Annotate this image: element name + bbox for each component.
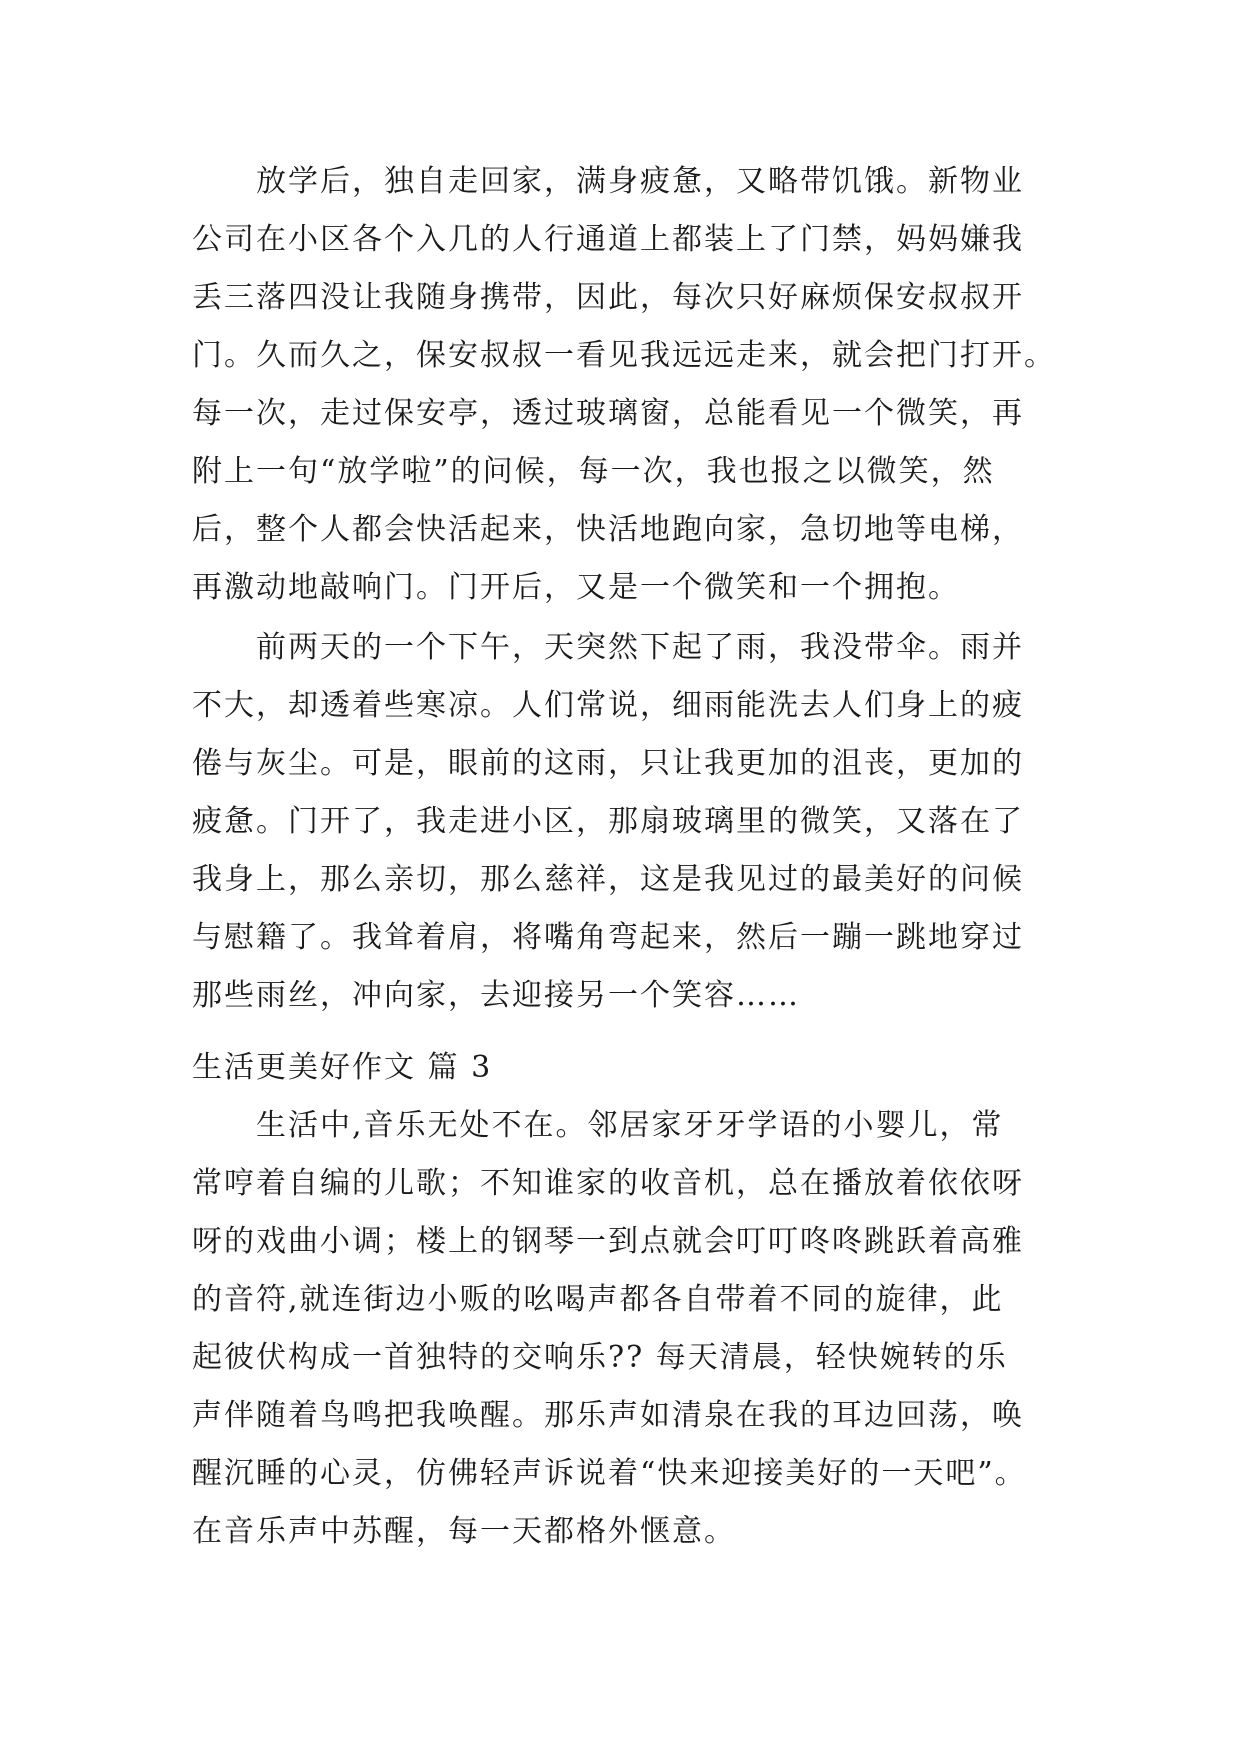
paragraph-line: 丢三落四没让我随身携带，因此，每次只好麻烦保安叔叔开 [192,280,1024,315]
paragraph-line: 放学后，独自走回家，满身疲惫，又略带饥饿。新物业 [256,164,1024,199]
paragraph-line: 与慰籍了。我耸着肩，将嘴角弯起来，然后一蹦一跳地穿过 [192,920,1024,955]
paragraph-line: 我身上，那么亲切，那么慈祥，这是我见过的最美好的问候 [192,862,1024,897]
paragraph-line: 前两天的一个下午，天突然下起了雨，我没带伞。雨并 [256,630,1024,665]
paragraph-line: 起彼伏构成一首独特的交响乐?? 每天清晨，轻快婉转的乐 [192,1340,1008,1375]
paragraph-2 [192,619,1052,1025]
paragraph-line: 呀的戏曲小调；楼上的钢琴一到点就会叮叮咚咚跳跃着高雅 [192,1224,1024,1259]
paragraph-line: 那些雨丝，冲向家，去迎接另一个笑容…… [192,978,800,1013]
paragraph-line: 每一次，走过保安亭，透过玻璃窗，总能看见一个微笑，再 [192,396,1024,431]
paragraph-line: 的音符,就连街边小贩的吆喝声都各自带着不同的旋律，此 [192,1282,1004,1317]
paragraph-line: 倦与灰尘。可是，眼前的这雨，只让我更加的沮丧，更加的 [192,746,1024,781]
paragraph-3 [192,1097,1052,1561]
paragraph-line: 公司在小区各个入几的人行通道上都装上了门禁，妈妈嫌我 [192,222,1024,257]
paragraph-line: 后，整个人都会快活起来，快活地跑向家，急切地等电梯， [192,512,1024,547]
paragraph-line: 不大，却透着些寒凉。人们常说，细雨能洗去人们身上的疲 [192,688,1024,723]
paragraph-line: 在音乐声中苏醒，每一天都格外惬意。 [192,1514,736,1549]
paragraph-line: 再激动地敲响门。门开后，又是一个微笑和一个拥抱。 [192,570,960,605]
paragraph-1 [192,153,1056,617]
paragraph-line: 醒沉睡的心灵，仿佛轻声诉说着“快来迎接美好的一天吧”。 [192,1456,1027,1491]
paragraph-line: 声伴随着鸟鸣把我唤醒。那乐声如清泉在我的耳边回荡，唤 [192,1398,1024,1433]
paragraph-line: 生活中,音乐无处不在。邻居家牙牙学语的小婴儿，常 [256,1108,1004,1143]
paragraph-line: 门。久而久之，保安叔叔一看见我远远走来，就会把门打开。 [192,338,1056,373]
paragraph-line: 附上一句“放学啦”的问候，每一次，我也报之以微笑，然 [192,454,995,489]
section-heading: 生活更美好作文 篇 3 [192,1050,493,1085]
paragraph-line: 疲惫。门开了，我走进小区，那扇玻璃里的微笑，又落在了 [192,804,1024,839]
paragraph-line: 常哼着自编的儿歌；不知谁家的收音机，总在播放着依依呀 [192,1166,1024,1201]
